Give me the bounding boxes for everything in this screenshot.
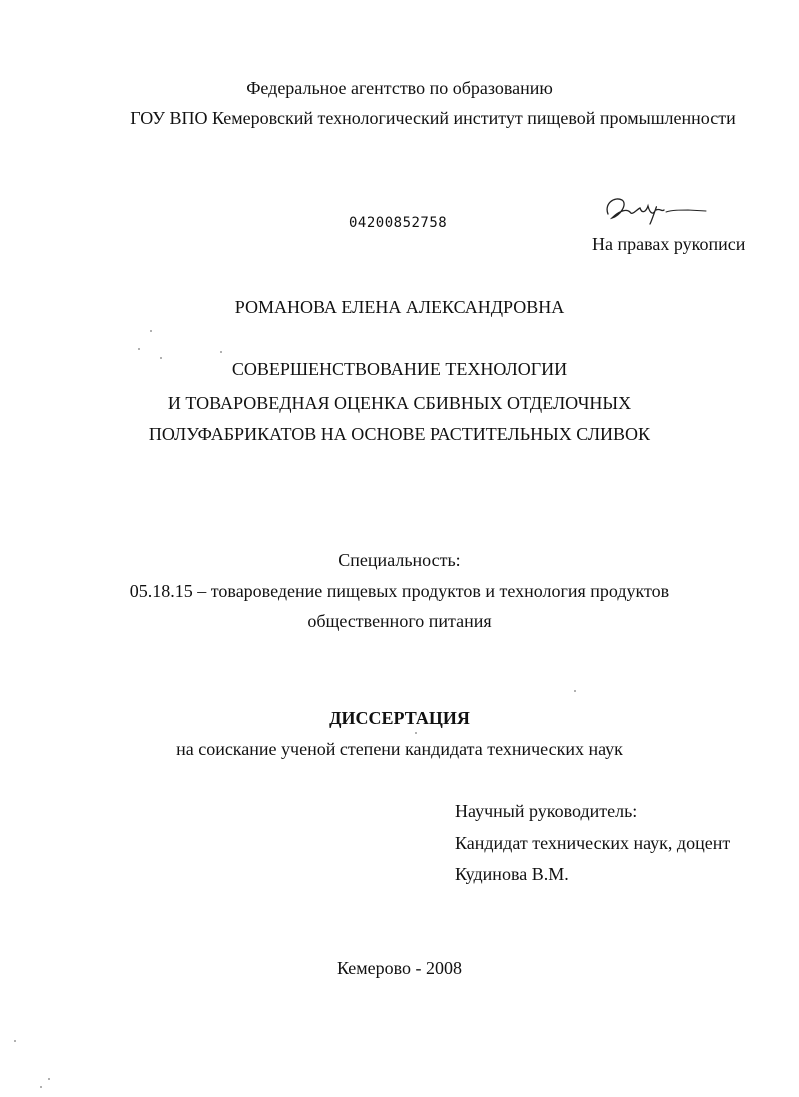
scan-speck — [415, 732, 417, 734]
specialty-label: Специальность: — [338, 550, 461, 570]
city-year: Кемерово - 2008 — [336, 958, 463, 978]
scan-speck — [150, 330, 152, 332]
rights-note: На правах рукописи — [592, 234, 746, 254]
registry-code: 04200852758 — [349, 215, 448, 231]
specialty-line-1: 05.18.15 – товароведение пищевых продуктов и технология продуктов — [129, 581, 670, 601]
agency-name: Федеральное агентство по образованию — [246, 78, 553, 98]
degree-line: на соискание ученой степени кандидата технических наук — [176, 739, 623, 759]
scan-speck — [14, 1040, 16, 1042]
institute-name: ГОУ ВПО Кемеровский технологический институт пищевой промышленности — [130, 108, 736, 128]
handwritten-signature — [600, 190, 710, 226]
supervisor-label: Научный руководитель: — [455, 801, 638, 821]
supervisor-name: Кудинова В.М. — [455, 864, 569, 884]
scan-speck — [574, 690, 576, 692]
title-line-1: СОВЕРШЕНСТВОВАНИЕ ТЕХНОЛОГИИ — [231, 359, 568, 379]
scan-speck — [138, 348, 140, 350]
specialty-line-2: общественного питания — [307, 611, 492, 631]
title-line-3: ПОЛУФАБРИКАТОВ НА ОСНОВЕ РАСТИТЕЛЬНЫХ СЛИВОК — [148, 424, 651, 444]
title-line-2: И ТОВАРОВЕДНАЯ ОЦЕНКА СБИВНЫХ ОТДЕЛОЧНЫХ — [167, 393, 632, 413]
work-type: ДИССЕРТАЦИЯ — [329, 708, 470, 728]
scan-speck — [48, 1078, 50, 1080]
author-name: РОМАНОВА ЕЛЕНА АЛЕКСАНДРОВНА — [234, 297, 565, 317]
supervisor-degree: Кандидат технических наук, доцент — [455, 833, 731, 853]
scan-speck — [160, 357, 162, 359]
scan-speck — [40, 1086, 42, 1088]
scan-speck — [220, 351, 222, 353]
